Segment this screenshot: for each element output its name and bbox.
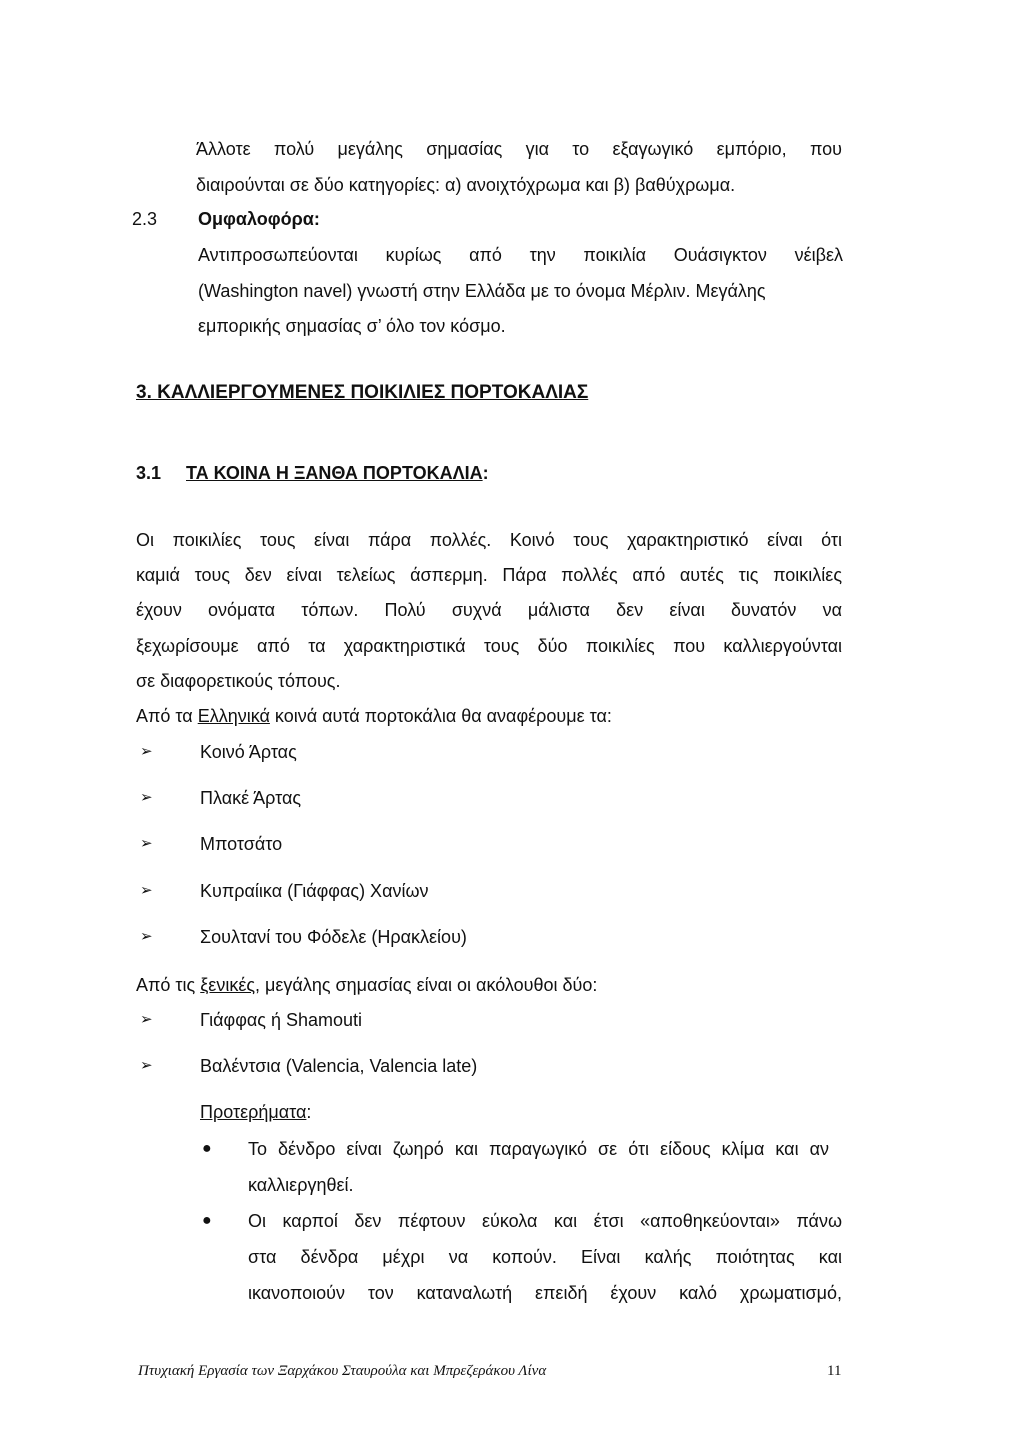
section-3-1-number: 3.1	[136, 463, 162, 483]
section-3-heading: 3. ΚΑΛΛΙΕΡΓΟΥΜΕΝΕΣ ΠΟΙΚΙΛΙΕΣ ΠΟΡΤΟΚΑΛΙΑΣ	[136, 382, 589, 403]
advantages-title-colon: :	[306, 1102, 312, 1122]
section-2-3-number: 2.3	[132, 209, 158, 229]
page-footer-text: Πτυχιακή Εργασία των Ξαρχάκου Σταυρούλα και Μπρεζεράκου Λίνα	[138, 1363, 547, 1379]
arrow-bullet-icon: ➢	[140, 1057, 153, 1074]
foreign-varieties-intro	[136, 974, 597, 996]
section-2-3-line-1: Αντιπροσωπεύονται κυρίως από την ποικιλία Ουάσιγκτον νέιβελ	[198, 245, 843, 265]
greek-intro-word: Ελληνικά	[197, 706, 270, 726]
paragraph-line-2: καμιά τους δεν είναι τελείως άσπερμη. Πάρα πολλές από αυτές τις ποικιλίες	[136, 565, 842, 585]
advantage-1-line-1: Το δένδρο είναι ζωηρό και παραγωγικό σε ότι είδους κλίμα και αν	[248, 1139, 829, 1159]
section-3-1-heading-text: ΤΑ ΚΟΙΝΑ Η ΞΑΝΘΑ ΠΟΡΤΟΚΑΛΙΑ	[186, 463, 483, 483]
section-3-1-heading-colon: :	[482, 463, 489, 483]
section-3-1-heading	[186, 462, 489, 484]
arrow-bullet-icon: ➢	[140, 1011, 153, 1028]
paragraph-line-3: έχουν ονόματα τόπων. Πολύ συχνά μάλιστα δεν είναι δυνατόν να	[136, 600, 842, 620]
arrow-bullet-icon: ➢	[140, 882, 153, 899]
bullet-dot-icon: ●	[202, 1140, 212, 1157]
arrow-bullet-icon: ➢	[140, 835, 153, 852]
arrow-bullet-icon: ➢	[140, 928, 153, 945]
section-2-3-line-3: εμπορικής σημασίας σ’ όλο τον κόσμο.	[198, 316, 506, 336]
foreign-variety-1: Γιάφφας ή Shamouti	[200, 1010, 363, 1030]
intro-line-2: διαιρούνται σε δύο κατηγορίες: α) ανοιχτόχρωμα και β) βαθύχρωμα.	[196, 175, 736, 195]
intro-line-1: Άλλοτε πολύ μεγάλης σημασίας για το εξαγωγικό εμπόριο, που	[196, 139, 842, 159]
paragraph-line-4: ξεχωρίσουμε από τα χαρακτηριστικά τους δύο ποικιλίες που καλλιεργούνται	[136, 636, 842, 656]
page-number: 11	[827, 1363, 842, 1379]
greek-variety-5: Σουλτανί του Φόδελε (Ηρακλείου)	[200, 927, 467, 947]
arrow-bullet-icon: ➢	[140, 789, 153, 806]
greek-variety-1: Κοινό Άρτας	[200, 742, 297, 762]
section-2-3-title: Ομφαλοφόρα:	[198, 209, 320, 229]
paragraph-line-1: Οι ποικιλίες τους είναι πάρα πολλές. Κοινό τους χαρακτηριστικό είναι ότι	[136, 530, 842, 550]
advantage-1-line-2: καλλιεργηθεί.	[248, 1175, 354, 1195]
advantage-2-line-3: ικανοποιούν τον καταναλωτή επειδή έχουν καλό χρωματισμό,	[248, 1283, 842, 1303]
greek-variety-3: Μποτσάτο	[200, 834, 283, 854]
bullet-dot-icon: ●	[202, 1212, 212, 1229]
section-2-3-line-2: (Washington navel) γνωστή στην Ελλάδα με το όνομα Μέρλιν. Μεγάλης	[198, 281, 766, 301]
paragraph-line-5: σε διαφορετικούς τόπους.	[136, 671, 341, 691]
foreign-intro-suffix: , μεγάλης σημασίας είναι οι ακόλουθοι δύο:	[255, 975, 598, 995]
greek-variety-4: Κυπραίικα (Γιάφφας) Χανίων	[200, 881, 429, 901]
advantage-2-line-2: στα δένδρα μέχρι να κοπούν. Είναι καλής ποιότητας και	[248, 1247, 842, 1267]
advantage-2-line-1: Οι καρποί δεν πέφτουν εύκολα και έτσι «αποθηκεύονται» πάνω	[248, 1211, 842, 1231]
advantages-title	[200, 1101, 311, 1123]
foreign-intro-prefix: Από τις	[136, 975, 201, 995]
foreign-variety-2: Βαλέντσια (Valencia, Valencia late)	[200, 1056, 478, 1076]
greek-intro-suffix: κοινά αυτά πορτοκάλια θα αναφέρουμε τα:	[269, 706, 612, 726]
greek-varieties-intro	[136, 705, 612, 727]
advantages-title-text: Προτερήματα	[200, 1102, 307, 1122]
greek-variety-2: Πλακέ Άρτας	[200, 788, 302, 808]
foreign-intro-word: ξενικές	[200, 975, 256, 995]
greek-intro-prefix: Από τα	[136, 706, 198, 726]
arrow-bullet-icon: ➢	[140, 743, 153, 760]
